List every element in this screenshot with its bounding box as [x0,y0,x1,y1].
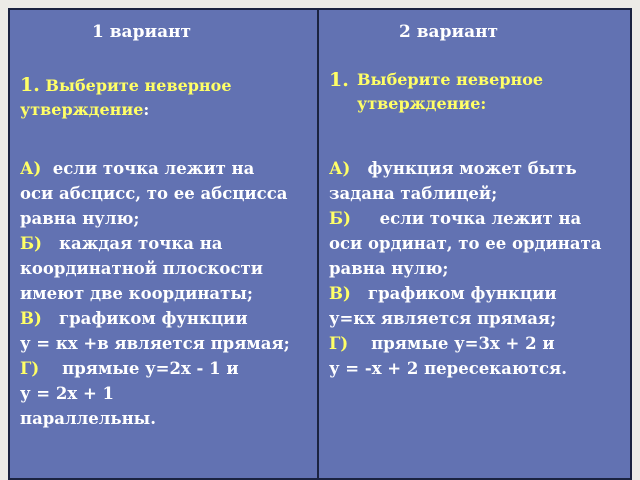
variant1-question-number: 1. [20,74,40,96]
answer-label: Б) [20,234,42,253]
answer-line: координатной плоскости [20,259,263,278]
answer-line: графиком функции [41,309,248,328]
variant2-column [319,10,630,478]
answer-line: графиком функции [350,284,557,303]
answer-line: оси абсцисс, то ее абсцисса [20,184,288,203]
answer-label: Г) [20,359,40,378]
answer-c [329,281,629,306]
variant1-question-colon: : [143,100,150,119]
answer-label: Б) [329,209,351,228]
answer-d [329,331,629,356]
answer-line: имеют две координаты; [20,284,253,303]
answer-line: если точка лежит на [350,209,582,228]
variant1-title: 1 вариант [92,22,192,42]
variant2-answers [329,156,629,381]
answer-line: у = кх +в является прямая; [20,334,290,353]
answer-line: у = 2х + 1 [20,384,114,403]
answer-label: А) [20,159,42,178]
answer-line: прямые у=3х + 2 и [348,334,555,353]
variant1-column [10,10,319,478]
answer-line: у = -х + 2 пересекаются. [329,359,567,378]
answer-label: В) [20,309,42,328]
answer-a [329,156,629,181]
answer-label: В) [329,284,351,303]
variant2-question [329,68,614,116]
answer-line: равна нулю; [20,209,140,228]
answer-a [20,156,315,181]
answer-label: А) [329,159,351,178]
variant1-question [20,73,305,122]
answer-line: если точка лежит на [41,159,255,178]
variants-table [8,8,632,480]
answer-line: функция может быть [350,159,577,178]
answer-line: оси ординат, то ее ордината [329,234,602,253]
answer-b [20,231,315,256]
answer-c [20,306,315,331]
answer-line: у=кх является прямая; [329,309,557,328]
variant1-question-text: Выберите неверное утверждение [20,76,232,119]
variant2-question-number: 1. [329,69,349,91]
answer-label: Г) [329,334,349,353]
answer-line: параллельны. [20,409,156,428]
variant1-answers [20,156,315,431]
variant2-title: 2 вариант [399,22,499,42]
answer-line: прямые у=2х - 1 и [39,359,239,378]
answer-b [329,206,629,231]
answer-line: задана таблицей; [329,184,498,203]
answer-line: равна нулю; [329,259,449,278]
variant2-question-text: Выберите неверное утверждение: [357,70,544,113]
answer-d [20,356,315,381]
answer-line: каждая точка на [41,234,223,253]
